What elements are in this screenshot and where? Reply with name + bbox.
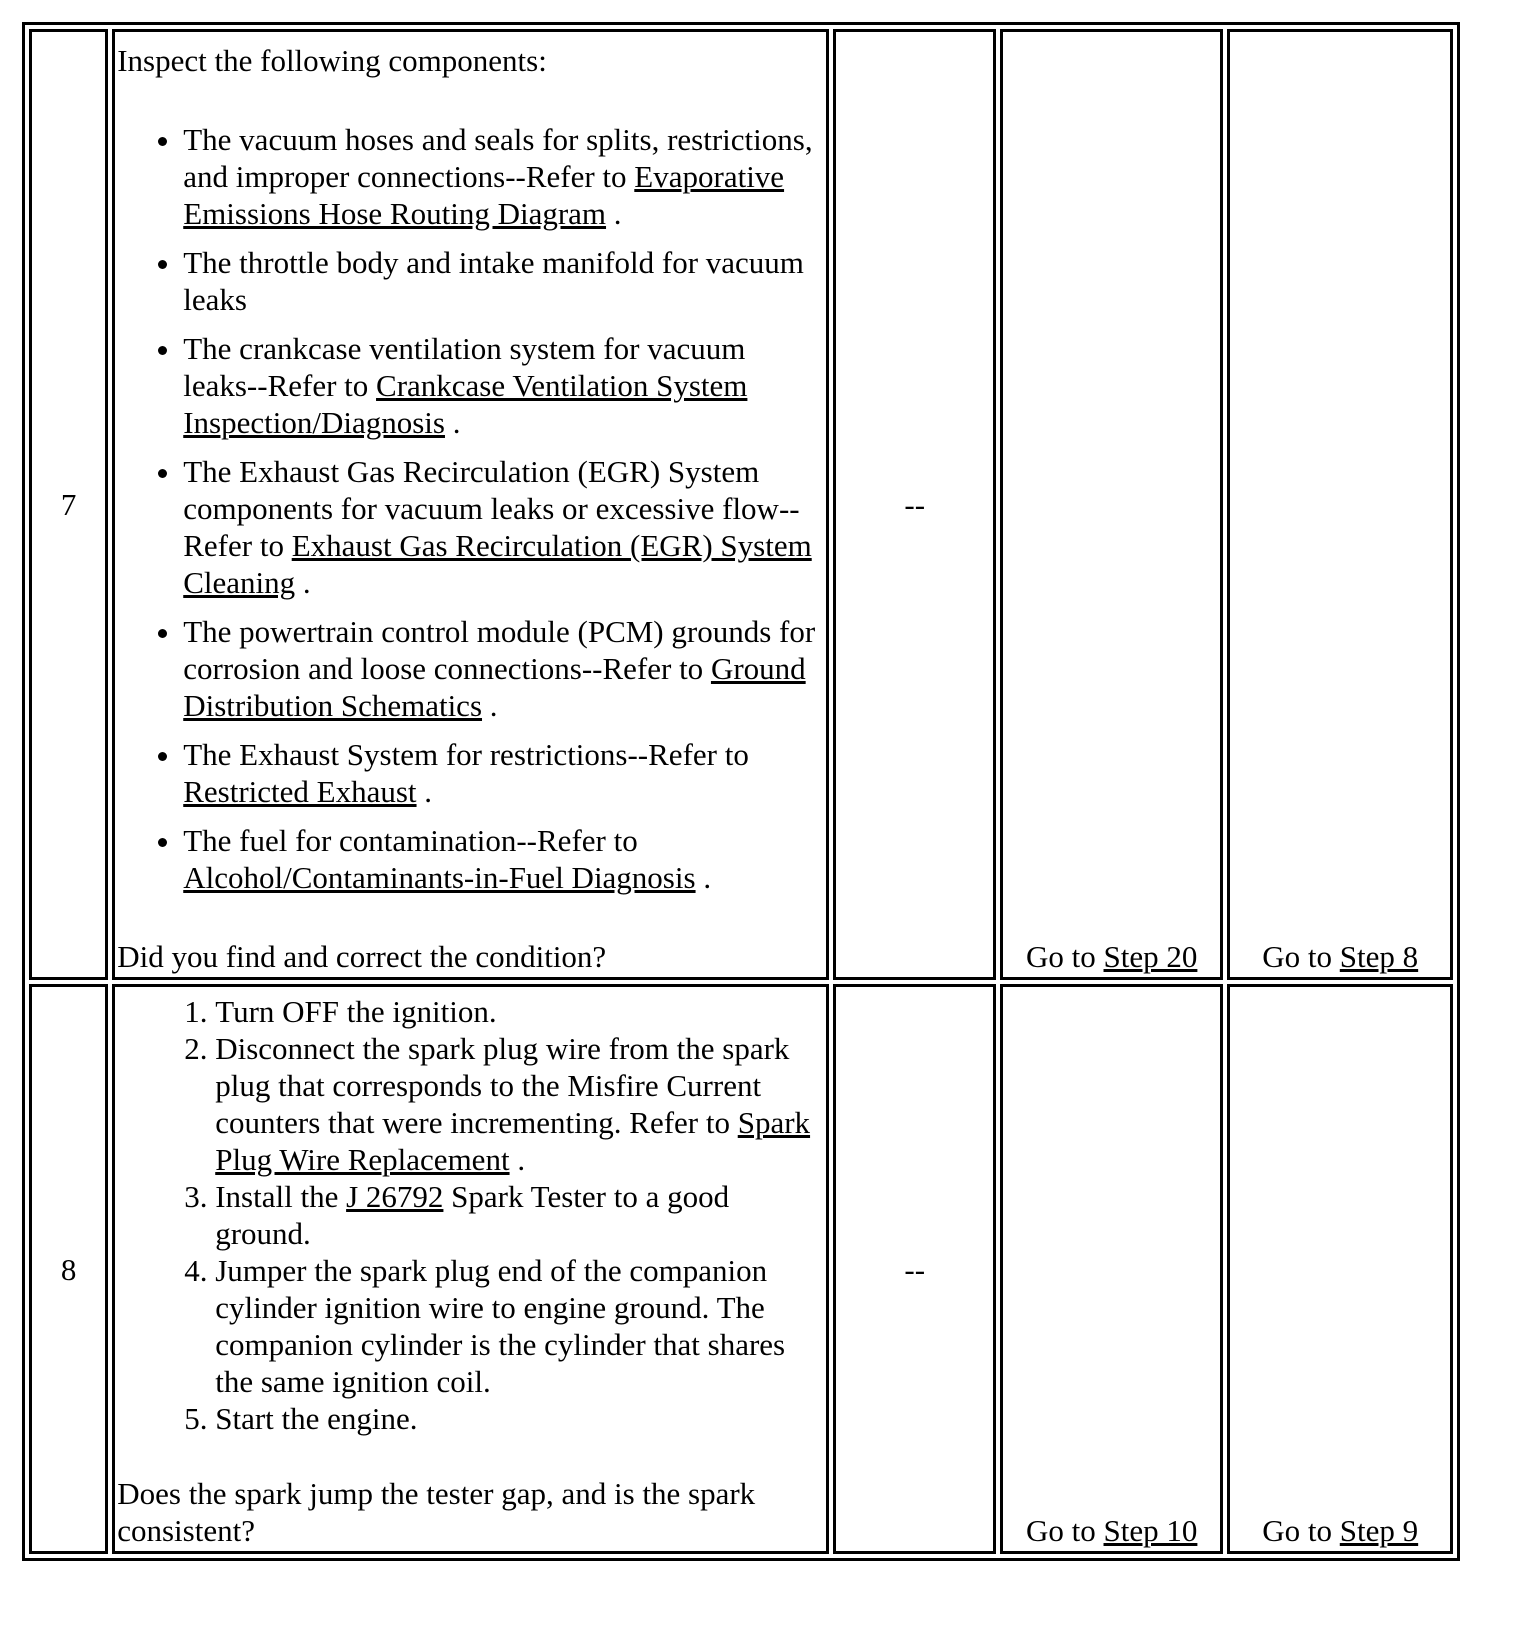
link-go-to-step-8[interactable]: Step 8 [1339, 939, 1419, 974]
link-go-to-step-20[interactable]: Step 20 [1103, 939, 1198, 974]
table-row-step-7 [29, 29, 1453, 980]
list-item: 2. Disconnect the spark plug wire from the spark plug that corresponds to the Misfire Current counters that were incrementing. Refer to Spark Plug Wire Replacement . [215, 1030, 824, 1178]
list-item: • The powertrain control module (PCM) grounds for corrosion and loose connections--Refer to Ground Distribution Schematics . [183, 613, 824, 724]
table-row-step-8 [29, 984, 1453, 1554]
list-item: 1. Turn OFF the ignition. [215, 993, 824, 1030]
list-item: 5. Start the engine. [215, 1400, 824, 1437]
action-intro: Inspect the following components: [117, 43, 547, 78]
action-question: Does the spark jump the tester gap, and is the spark consistent? [117, 1476, 756, 1548]
yes-cell: Go to Step 20 [1000, 29, 1223, 980]
link-go-to-step-9[interactable]: Step 9 [1339, 1513, 1419, 1548]
action-steps-list [117, 993, 824, 1437]
action-cell [112, 29, 829, 980]
diagnostic-table [22, 22, 1460, 1561]
list-item: • The crankcase ventilation system for vacuum leaks--Refer to Crankcase Ventilation System Inspection/Diagnosis . [183, 330, 824, 441]
list-item: • The Exhaust Gas Recirculation (EGR) System components for vacuum leaks or excessive flow--Refer to Exhaust Gas Recirculation (EGR) System Cleaning . [183, 453, 824, 601]
link-go-to-step-10[interactable]: Step 10 [1103, 1513, 1198, 1548]
step-number: 8 [29, 984, 108, 1554]
value-cell: -- [833, 984, 996, 1554]
no-cell: Go to Step 9 [1227, 984, 1453, 1554]
list-item: • The throttle body and intake manifold for vacuum leaks [183, 244, 824, 318]
action-cell [112, 984, 829, 1554]
yes-cell: Go to Step 10 [1000, 984, 1223, 1554]
list-item: • The fuel for contamination--Refer to Alcohol/Contaminants-in-Fuel Diagnosis . [183, 822, 824, 896]
list-item: • The vacuum hoses and seals for splits, restrictions, and improper connections--Refer to Evaporative Emissions Hose Routing Diagram . [183, 121, 824, 232]
link-crankcase-ventilation-inspection[interactable]: Crankcase Ventilation System Inspection/Diagnosis [183, 368, 748, 440]
step-number: 7 [29, 29, 108, 980]
link-restricted-exhaust[interactable]: Restricted Exhaust [183, 774, 417, 809]
link-evap-hose-routing-diagram[interactable]: Evaporative Emissions Hose Routing Diagram [183, 159, 785, 231]
link-j-26792-tool[interactable]: J 26792 [346, 1179, 444, 1214]
value-cell: -- [833, 29, 996, 980]
list-item: • The Exhaust System for restrictions--Refer to Restricted Exhaust . [183, 736, 824, 810]
link-ground-distribution-schematics[interactable]: Ground Distribution Schematics [183, 651, 806, 723]
list-item: 3. Install the J 26792 Spark Tester to a good ground. [215, 1178, 824, 1252]
link-egr-system-cleaning[interactable]: Exhaust Gas Recirculation (EGR) System Cleaning [183, 528, 812, 600]
list-item: 4. Jumper the spark plug end of the companion cylinder ignition wire to engine ground. The companion cylinder is the cylinder that shares the same ignition coil. [215, 1252, 824, 1400]
component-list [117, 121, 824, 896]
action-question: Did you find and correct the condition? [117, 939, 607, 974]
no-cell: Go to Step 8 [1227, 29, 1453, 980]
link-spark-plug-wire-replacement[interactable]: Spark Plug Wire Replacement [215, 1105, 811, 1177]
link-alcohol-contaminants-diagnosis[interactable]: Alcohol/Contaminants-in-Fuel Diagnosis [183, 860, 696, 895]
